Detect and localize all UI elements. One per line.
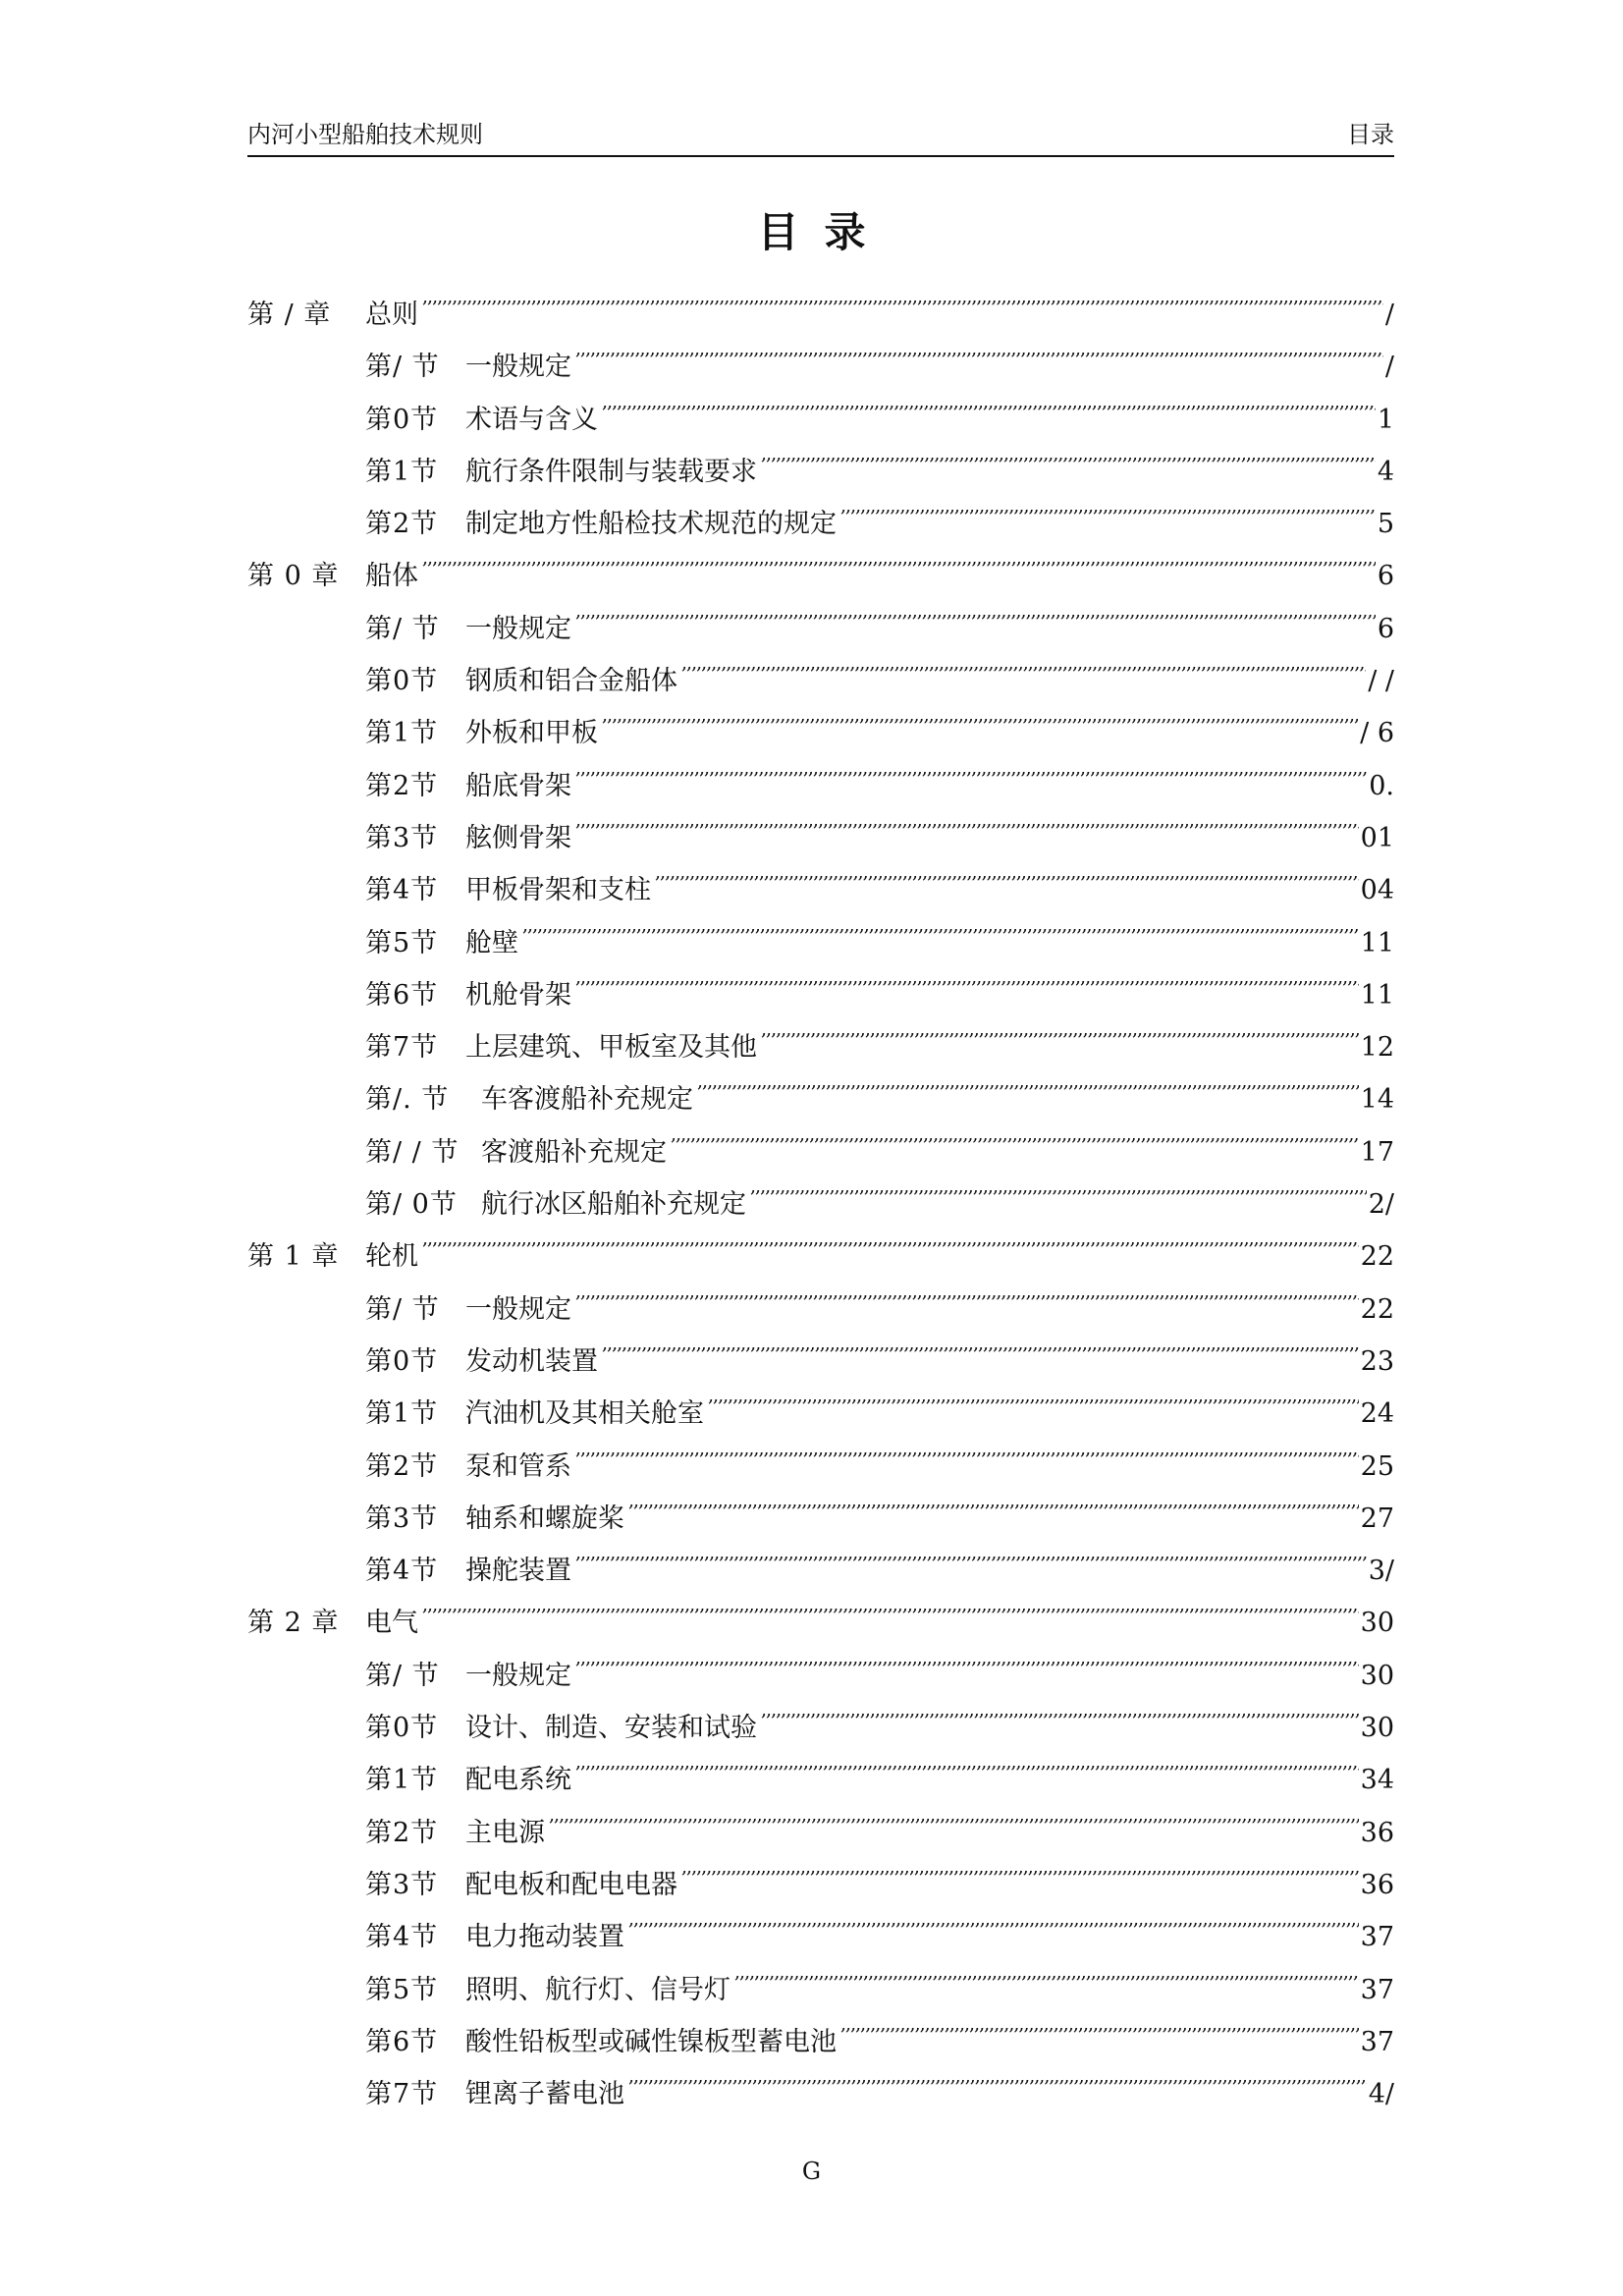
toc-entry-title: 操舵装置 — [465, 1556, 571, 1587]
toc-entry-page: 04 — [1360, 875, 1394, 906]
toc-entry-page: 6 — [1377, 561, 1394, 592]
toc-dot-leader — [671, 1109, 1359, 1161]
toc-entry-number: 第0节 — [365, 404, 439, 435]
toc-entry-page: 4/ — [1368, 2079, 1394, 2110]
toc-entry-number: 第/. 节 — [365, 1084, 450, 1116]
toc-entry-number: 第5节 — [365, 927, 439, 958]
toc-entry-number: 第1节 — [365, 1398, 439, 1430]
toc-entry-title: 航行条件限制与装载要求 — [465, 456, 757, 487]
toc-entry-number: 第4节 — [365, 1922, 439, 1953]
toc-entry-title: 发动机装置 — [465, 1345, 598, 1377]
toc-entry-page: 37 — [1360, 1922, 1394, 1953]
toc-entry-number: 第0节 — [365, 666, 439, 697]
toc-entry-page: 23 — [1360, 1345, 1394, 1377]
toc-dot-leader — [681, 1841, 1359, 1893]
toc-dot-leader — [761, 428, 1376, 480]
toc-entry-title: 一般规定 — [465, 1660, 571, 1691]
toc-dot-leader — [422, 532, 1376, 584]
toc-entry-number: 第/ 节 — [365, 613, 440, 644]
table-of-contents — [247, 271, 1394, 2110]
toc-entry-number: 第1节 — [365, 456, 439, 487]
toc-entry-page: 11 — [1360, 979, 1394, 1011]
toc-entry-number: 第3节 — [365, 822, 439, 853]
toc-entry-number: 第2节 — [365, 1450, 439, 1482]
toc-entry-page: 17 — [1360, 1136, 1394, 1168]
toc-entry-page: 36 — [1360, 1817, 1394, 1848]
toc-entry-page: 37 — [1360, 2026, 1394, 2057]
toc-entry-title: 主电源 — [465, 1817, 545, 1848]
toc-dot-leader — [628, 1475, 1359, 1527]
toc-entry-number: 第 1 章 — [247, 1241, 340, 1273]
toc-entry-page: 24 — [1360, 1398, 1394, 1430]
toc-dot-leader — [734, 1946, 1359, 1998]
toc-entry-title: 汽油机及其相关舱室 — [465, 1398, 704, 1430]
toc-entry-title: 配电板和配电电器 — [465, 1869, 677, 1900]
toc-entry-title: 配电系统 — [465, 1765, 571, 1796]
toc-entry-number: 第0节 — [365, 1345, 439, 1377]
toc-entry-page: / / — [1368, 666, 1394, 697]
toc-dot-leader — [575, 952, 1359, 1004]
toc-dot-leader — [840, 480, 1376, 532]
toc-entry-page: 14 — [1360, 1084, 1394, 1116]
toc-entry-title: 机舱骨架 — [465, 979, 571, 1011]
toc-entry-page: 1 — [1377, 404, 1394, 435]
toc-entry-title: 甲板骨架和支柱 — [465, 875, 651, 906]
toc-entry-page: 5 — [1377, 509, 1394, 540]
toc-entry-number: 第 / 章 — [247, 300, 332, 330]
toc-dot-leader — [575, 1736, 1359, 1788]
toc-entry-page: 34 — [1360, 1765, 1394, 1796]
document-title: 内河小型船舶技术规则 — [247, 121, 483, 148]
toc-entry-page: / — [1384, 352, 1394, 383]
page-number: G — [801, 2158, 822, 2185]
toc-dot-leader — [750, 1161, 1367, 1213]
toc-dot-leader — [575, 1632, 1359, 1684]
toc-dot-leader — [681, 637, 1366, 689]
toc-entry-title: 术语与含义 — [465, 404, 598, 435]
toc-entry-title: 外板和甲板 — [465, 718, 598, 749]
toc-entry-number: 第 2 章 — [247, 1608, 340, 1639]
toc-entry-page: 36 — [1360, 1869, 1394, 1900]
toc-entry-page: / — [1384, 300, 1394, 330]
toc-entry-number: 第6节 — [365, 979, 439, 1011]
toc-entry-number: 第4节 — [365, 875, 439, 906]
toc-entry-title: 轴系和螺旋桨 — [465, 1503, 624, 1534]
toc-dot-leader — [522, 900, 1359, 952]
toc-entry-page: 12 — [1360, 1032, 1394, 1064]
toc-dot-leader — [422, 1213, 1359, 1265]
toc-dot-leader — [628, 2050, 1367, 2103]
toc-entry-page: / 6 — [1360, 718, 1394, 749]
toc-chapter-entry[interactable] — [247, 271, 1394, 330]
toc-dot-leader — [575, 585, 1376, 637]
toc-dot-leader — [575, 742, 1367, 794]
toc-dot-leader — [422, 271, 1383, 323]
page-header — [247, 116, 1394, 155]
toc-entry-number: 第/ 节 — [365, 1293, 440, 1325]
toc-dot-leader — [602, 1318, 1359, 1370]
toc-entry-number: 第7节 — [365, 1032, 439, 1064]
toc-entry-title: 一般规定 — [465, 613, 571, 644]
toc-entry-page: 22 — [1360, 1293, 1394, 1325]
toc-entry-page: 2/ — [1368, 1189, 1394, 1221]
toc-entry-title: 设计、制造、安装和试验 — [465, 1713, 757, 1744]
toc-entry-title: 舷侧骨架 — [465, 822, 571, 853]
toc-entry-title: 船体 — [365, 561, 418, 592]
toc-entry-page: 0. — [1369, 770, 1394, 801]
toc-entry-number: 第1节 — [365, 1765, 439, 1796]
toc-entry-title: 航行冰区船舶补充规定 — [481, 1189, 746, 1221]
toc-entry-number: 第2节 — [365, 770, 439, 801]
toc-entry-number: 第7节 — [365, 2079, 439, 2110]
toc-entry-title: 电气 — [365, 1608, 418, 1639]
toc-entry-page: 6 — [1377, 613, 1394, 644]
toc-entry-number: 第/ 0节 — [365, 1189, 458, 1221]
toc-entry-number: 第/ 节 — [365, 352, 440, 383]
toc-dot-leader — [575, 1423, 1359, 1475]
toc-entry-page: 30 — [1360, 1660, 1394, 1691]
toc-dot-leader — [575, 794, 1359, 847]
toc-dot-leader — [549, 1789, 1359, 1841]
toc-entry-number: 第3节 — [365, 1503, 439, 1534]
toc-dot-leader — [655, 847, 1359, 899]
toc-entry-page: 27 — [1360, 1503, 1394, 1534]
toc-entry-number: 第4节 — [365, 1556, 439, 1587]
toc-entry-title: 锂离子蓄电池 — [465, 2079, 624, 2110]
page-title: 目录 — [757, 208, 892, 256]
toc-entry-title: 制定地方性船检技术规范的规定 — [465, 509, 837, 540]
toc-entry-number: 第3节 — [365, 1869, 439, 1900]
toc-entry-page: 25 — [1360, 1450, 1394, 1482]
toc-dot-leader — [575, 1527, 1367, 1579]
toc-entry-title: 一般规定 — [465, 352, 571, 383]
toc-dot-leader — [422, 1579, 1359, 1631]
toc-entry-title: 泵和管系 — [465, 1450, 571, 1482]
toc-dot-leader — [602, 376, 1376, 428]
toc-entry-title: 酸性铅板型或碱性镍板型蓄电池 — [465, 2026, 837, 2057]
toc-entry-number: 第2节 — [365, 1817, 439, 1848]
toc-entry-number: 第5节 — [365, 1974, 439, 2005]
toc-entry-page: 11 — [1360, 927, 1394, 958]
toc-entry-title: 船底骨架 — [465, 770, 571, 801]
toc-entry-title: 上层建筑、甲板室及其他 — [465, 1032, 757, 1064]
toc-entry-number: 第6节 — [365, 2026, 439, 2057]
toc-entry-title: 钢质和铝合金船体 — [465, 666, 677, 697]
toc-entry-title: 电力拖动装置 — [465, 1922, 624, 1953]
toc-entry-number: 第/ 节 — [365, 1660, 440, 1691]
toc-entry-number: 第2节 — [365, 509, 439, 540]
toc-entry-title: 车客渡船补充规定 — [481, 1084, 693, 1116]
toc-entry-number: 第 0 章 — [247, 561, 340, 592]
toc-entry-page: 30 — [1360, 1608, 1394, 1639]
toc-dot-leader — [761, 1684, 1359, 1736]
toc-dot-leader — [708, 1370, 1359, 1422]
toc-entry-page: 37 — [1360, 1974, 1394, 2005]
toc-dot-leader — [602, 689, 1358, 741]
toc-dot-leader — [697, 1056, 1359, 1108]
section-label: 目录 — [1347, 121, 1394, 148]
toc-entry-title: 总则 — [365, 300, 418, 330]
toc-dot-leader — [761, 1004, 1359, 1056]
toc-entry-page: 3/ — [1368, 1556, 1394, 1587]
toc-entry-title: 轮机 — [365, 1241, 418, 1273]
toc-entry-page: 30 — [1360, 1713, 1394, 1744]
toc-entry-title: 照明、航行灯、信号灯 — [465, 1974, 730, 2005]
toc-entry-number: 第/ / 节 — [365, 1136, 460, 1168]
toc-entry-number: 第0节 — [365, 1713, 439, 1744]
toc-entry-title: 客渡船补充规定 — [481, 1136, 667, 1168]
toc-dot-leader — [575, 323, 1383, 375]
toc-entry-page: 01 — [1360, 822, 1394, 853]
toc-dot-leader — [575, 1266, 1359, 1318]
toc-entry-title: 舱壁 — [465, 927, 518, 958]
toc-dot-leader — [840, 1998, 1359, 2050]
toc-entry-number: 第1节 — [365, 718, 439, 749]
toc-entry-page: 4 — [1377, 456, 1394, 487]
toc-dot-leader — [628, 1893, 1359, 1945]
toc-entry-page: 22 — [1360, 1241, 1394, 1273]
header-divider — [247, 155, 1394, 157]
toc-entry-title: 一般规定 — [465, 1293, 571, 1325]
